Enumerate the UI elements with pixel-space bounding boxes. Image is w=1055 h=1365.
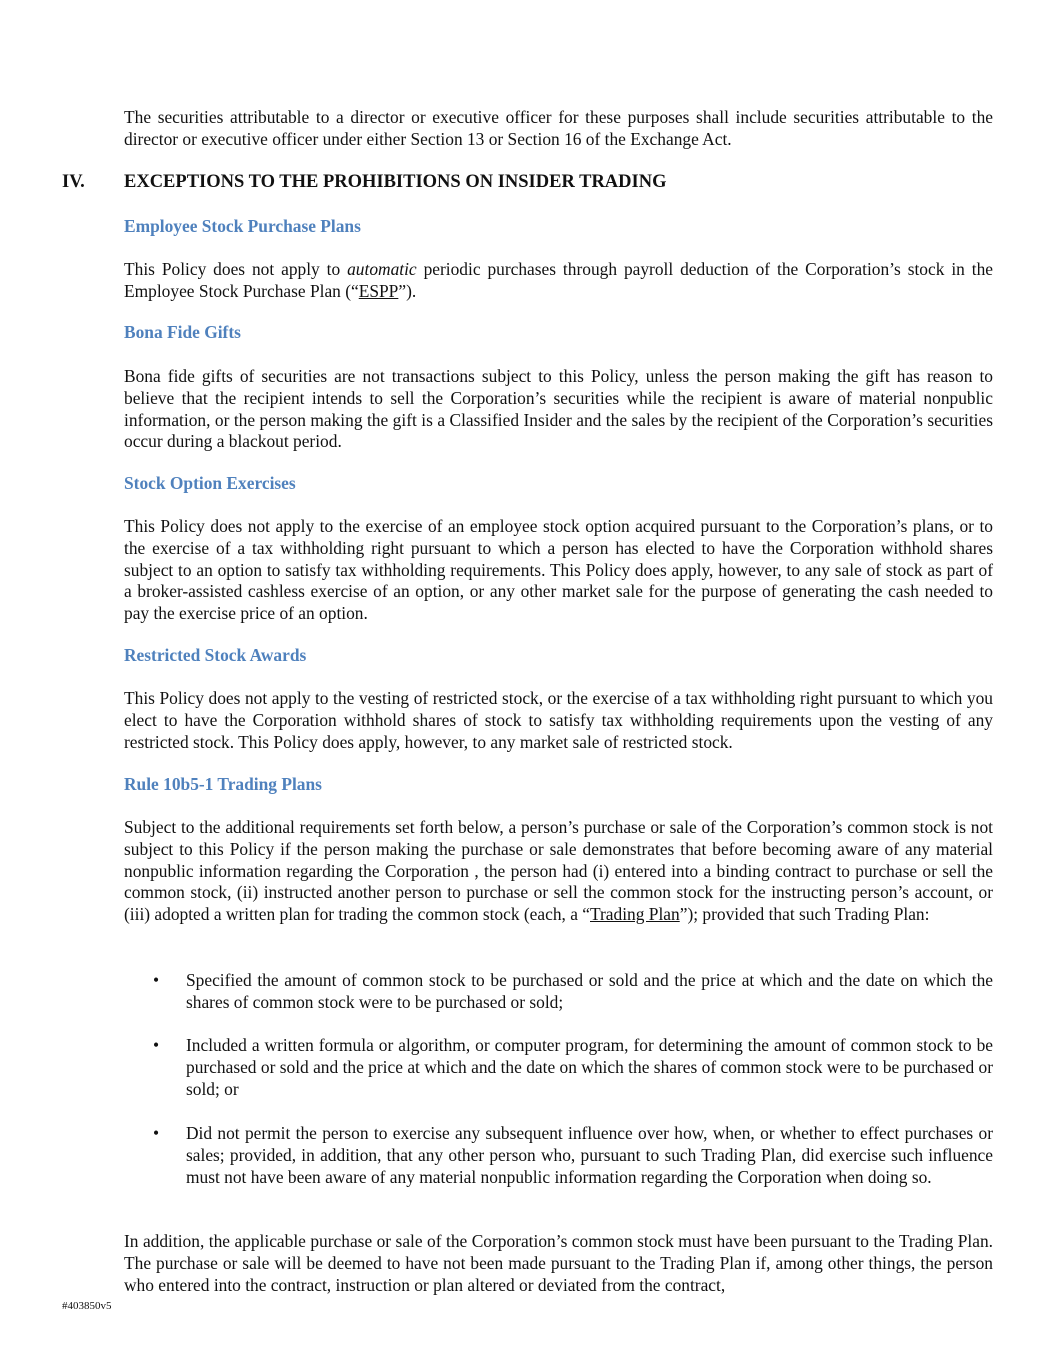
options-heading: Stock Option Exercises [124, 473, 296, 493]
text: Subject to the additional requirements set forth below, a person’s purchase or sale of the Corporation’s common stock is not subject to this Policy if the person making the purchase or sale demonstrates that before becoming aware of any material nonpublic information regarding the Corporation , the person had (i) entered into a binding contract to purchase or sell the common stock, (ii) instructed another person to purchase or sell the common stock for the instructing person’s account, or (iii) adopted a written plan for trading the common stock (each, a “ [124, 817, 993, 925]
espp-paragraph [124, 259, 993, 303]
text: This Policy does not apply to [124, 259, 348, 279]
espp-heading: Employee Stock Purchase Plans [124, 216, 361, 236]
bullet-icon: • [153, 1123, 160, 1143]
restricted-paragraph: This Policy does not apply to the vesting of restricted stock, or the exercise of a tax withholding right pursuant to which you elect to have the Corporation withhold shares of stock to satisfy tax withholding requirements upon the vesting of any restricted stock. This Policy does apply, however, to any market sale of restricted stock. [124, 688, 993, 752]
bullet-icon: • [153, 970, 160, 990]
text: ”); provided that such Trading Plan: [679, 904, 930, 925]
bullet-item [153, 1123, 993, 1188]
restricted-heading: Restricted Stock Awards [124, 645, 307, 665]
addition-paragraph: In addition, the applicable purchase or sale of the Corporation’s common stock must have been pursuant to the Trading Plan. The purchase or sale will be deemed to have not been made pursuant to the Trading Plan if, among other things, the person who entered into the contract, instruction or plan altered or deviated from the contract, [124, 1231, 993, 1295]
emphasis: automatic [347, 259, 417, 279]
rule-paragraph [124, 817, 993, 926]
gifts-paragraph: Bona fide gifts of securities are not transactions subject to this Policy, unless the person making the gift has reason to believe that the recipient intends to sell the Corporation’s securities while the recipient is aware of material nonpublic information, or the person making the gift is a Classified Insider and the sales by the recipient of the Corporation’s securities occur during a blackout period. [124, 366, 993, 452]
rule-heading: Rule 10b5-1 Trading Plans [124, 774, 322, 794]
bullet-text: Specified the amount of common stock to be purchased or sold and the price at which and the date on which the shares of common stock were to be purchased or sold; [186, 970, 993, 1012]
document-id-footer: #403850v5 [62, 1300, 112, 1312]
section-heading [62, 172, 666, 194]
defined-term: Trading Plan [590, 904, 680, 925]
options-paragraph: This Policy does not apply to the exercise of an employee stock option acquired pursuant to the Corporation’s plans, or to the exercise of a tax withholding right pursuant to which a person has elected to have the Corporation withhold shares subject to an option to satisfy tax withholding requirements. This Policy does apply, however, to any sale of stock as part of a broker-assisted cashless exercise of an option, or any other market sale for the purpose of generating the cash needed to pay the exercise price of an option. [124, 516, 993, 624]
intro-paragraph: The securities attributable to a director or executive officer for these purposes shall include securities attributable to the director or executive officer under either Section 13 or Section 16 of the Exchange Act. [124, 107, 993, 149]
section-number: IV. [62, 172, 85, 192]
bullet-item [153, 1035, 993, 1100]
bullet-icon: • [153, 1035, 160, 1055]
gifts-heading: Bona Fide Gifts [124, 322, 241, 342]
text: ”). [398, 280, 417, 301]
text: periodic purchases through payroll deduction of the Corporation’s stock in the Employee Stock Purchase Plan (“ [124, 259, 993, 301]
section-title: EXCEPTIONS TO THE PROHIBITIONS ON INSIDER TRADING [124, 172, 667, 192]
bullet-item [153, 970, 993, 1014]
bullet-text: Did not permit the person to exercise any subsequent influence over how, when, or whether to effect purchases or sales; provided, in addition, that any other person who, pursuant to such Trading Plan, did exercise such influence must not have been aware of any material nonpublic information regarding the Corporation when doing so. [186, 1123, 993, 1187]
defined-term: ESPP [358, 280, 399, 301]
bullet-text: Included a written formula or algorithm, or computer program, for determining the amount of common stock to be purchased or sold and the price at which and the date on which the shares of common stock were to be purchased or sold; or [186, 1035, 993, 1099]
